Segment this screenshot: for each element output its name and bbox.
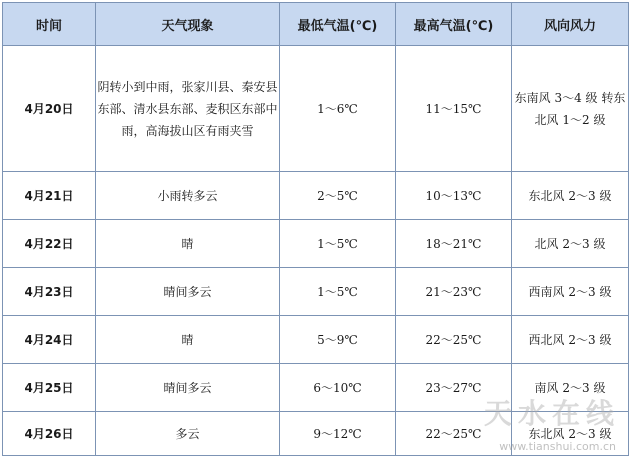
row-min-temp: 6～10℃ — [280, 364, 396, 412]
row-wind: 东北风 2～3 级 — [512, 172, 629, 220]
row-weather: 多云 — [96, 412, 280, 456]
row-wind: 西南风 2～3 级 — [512, 268, 629, 316]
row-max-temp: 22～25℃ — [396, 412, 512, 456]
row-min-temp: 5～9℃ — [280, 316, 396, 364]
row-date: 4月21日 — [3, 172, 96, 220]
row-weather: 晴 — [96, 316, 280, 364]
row-date: 4月24日 — [3, 316, 96, 364]
table-row — [3, 268, 629, 316]
row-min-temp: 1～6℃ — [280, 46, 396, 172]
row-date: 4月20日 — [3, 46, 96, 172]
header-row — [3, 3, 629, 46]
row-max-temp: 18～21℃ — [396, 220, 512, 268]
table-row — [3, 220, 629, 268]
forecast-table — [2, 2, 629, 456]
row-weather: 晴 — [96, 220, 280, 268]
row-min-temp: 1～5℃ — [280, 268, 396, 316]
table-row — [3, 172, 629, 220]
row-weather: 晴间多云 — [96, 364, 280, 412]
row-wind: 东南风 3～4 级 转东北风 1～2 级 — [512, 46, 629, 172]
header-min-temp: 最低气温(℃) — [280, 3, 396, 46]
row-min-temp: 9～12℃ — [280, 412, 396, 456]
row-max-temp: 10～13℃ — [396, 172, 512, 220]
row-weather: 阴转小到中雨，张家川县、秦安县东部、清水县东部、麦积区东部中雨，高海拔山区有雨夹雪 — [96, 46, 280, 172]
row-date: 4月23日 — [3, 268, 96, 316]
row-min-temp: 2～5℃ — [280, 172, 396, 220]
row-wind: 南风 2～3 级 — [512, 364, 629, 412]
row-date: 4月22日 — [3, 220, 96, 268]
row-wind: 东北风 2～3 级 — [512, 412, 629, 456]
row-wind: 西北风 2～3 级 — [512, 316, 629, 364]
table-row — [3, 46, 629, 172]
row-date: 4月25日 — [3, 364, 96, 412]
row-max-temp: 22～25℃ — [396, 316, 512, 364]
watermark-url: www.tianshui.com.cn — [499, 440, 616, 453]
header-time: 时间 — [3, 3, 96, 46]
row-min-temp: 1～5℃ — [280, 220, 396, 268]
row-weather: 小雨转多云 — [96, 172, 280, 220]
watermark-logo: 天水在线 — [483, 397, 620, 430]
row-max-temp: 21～23℃ — [396, 268, 512, 316]
header-max-temp: 最高气温(℃) — [396, 3, 512, 46]
row-weather: 晴间多云 — [96, 268, 280, 316]
row-date: 4月26日 — [3, 412, 96, 456]
row-max-temp: 23～27℃ — [396, 364, 512, 412]
row-max-temp: 11～15℃ — [396, 46, 512, 172]
header-weather: 天气现象 — [96, 3, 280, 46]
header-wind: 风向风力 — [512, 3, 629, 46]
table-row — [3, 316, 629, 364]
row-wind: 北风 2～3 级 — [512, 220, 629, 268]
